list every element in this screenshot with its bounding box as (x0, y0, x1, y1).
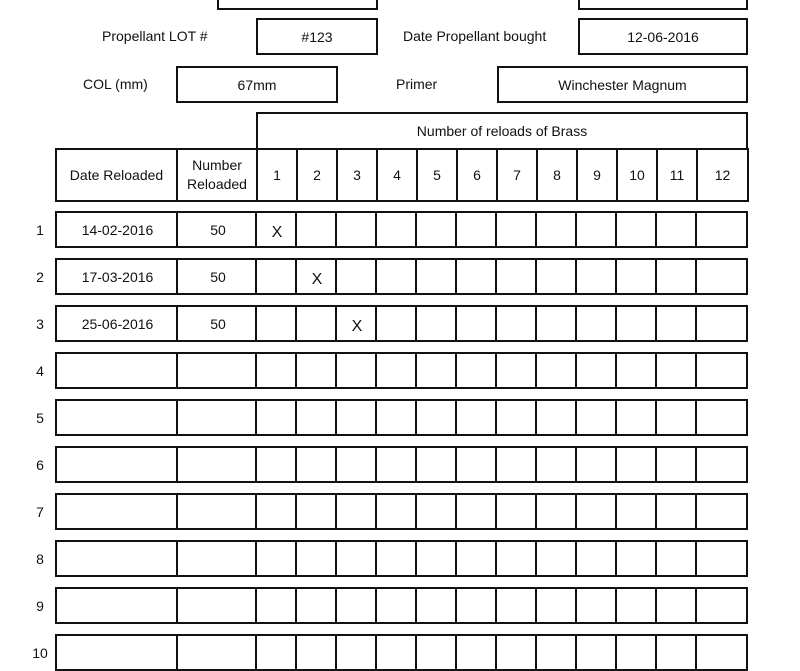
row-number: 6 (36, 457, 44, 473)
reload-cell-2[interactable] (295, 495, 337, 528)
reload-cell-5[interactable] (415, 542, 457, 575)
reload-cell-2[interactable] (295, 401, 337, 434)
reload-cell-1[interactable] (255, 213, 297, 246)
reload-cell-1[interactable] (255, 401, 297, 434)
reload-cell-8[interactable] (535, 354, 577, 387)
reload-cell-10[interactable] (615, 636, 657, 669)
reload-cell-12[interactable] (695, 213, 745, 246)
date-reloaded-cell[interactable]: 17-03-2016 (81, 268, 154, 285)
reload-cell-12[interactable] (695, 307, 745, 340)
reload-cell-3[interactable] (335, 260, 377, 293)
reload-cell-5[interactable] (415, 401, 457, 434)
number-reloaded-cell[interactable] (176, 495, 258, 528)
reload-cell-7[interactable] (495, 260, 537, 293)
reload-mark: X (311, 270, 323, 288)
reload-mark: X (271, 223, 283, 241)
reload-cell-2[interactable] (295, 636, 337, 669)
number-reloaded-cell[interactable] (176, 636, 258, 669)
reload-cell-1[interactable] (255, 307, 297, 340)
reload-cell-10[interactable] (615, 213, 657, 246)
top-field-box-left[interactable] (217, 0, 378, 10)
reload-number-header-5: 5 (416, 148, 458, 202)
reload-cell-12[interactable] (695, 354, 745, 387)
reload-cell-9[interactable] (575, 636, 617, 669)
number-reloaded-cell[interactable] (176, 589, 258, 622)
reload-cell-3[interactable] (335, 307, 377, 340)
row-number: 10 (32, 645, 48, 661)
reload-cell-1[interactable] (255, 495, 297, 528)
reload-cell-7[interactable] (495, 542, 537, 575)
reload-cell-1[interactable] (255, 260, 297, 293)
reload-cell-7[interactable] (495, 636, 537, 669)
reload-cell-2[interactable] (295, 448, 337, 481)
reload-cell-4[interactable] (375, 636, 417, 669)
number-reloaded-cell[interactable] (176, 354, 258, 387)
reload-cell-4[interactable] (375, 213, 417, 246)
reload-cell-3[interactable] (335, 636, 377, 669)
table-row (55, 540, 748, 577)
reload-cell-3[interactable] (335, 542, 377, 575)
reload-cell-3[interactable] (335, 213, 377, 246)
date-reloaded-cell[interactable] (57, 448, 178, 481)
table-row (55, 352, 748, 389)
reload-cell-11[interactable] (655, 307, 697, 340)
reload-cell-2[interactable] (295, 589, 337, 622)
reload-cell-10[interactable] (615, 589, 657, 622)
reload-cell-7[interactable] (495, 495, 537, 528)
date-reloaded-header: Date Reloaded (55, 148, 178, 202)
reload-cell-7[interactable] (495, 307, 537, 340)
date-reloaded-cell[interactable] (57, 589, 178, 622)
reload-number-header-11: 11 (656, 148, 698, 202)
reload-cell-9[interactable] (575, 542, 617, 575)
reload-number-header-3: 3 (336, 148, 378, 202)
reload-cell-12[interactable] (695, 542, 745, 575)
reload-cell-11[interactable] (655, 401, 697, 434)
reload-number-header-4: 4 (376, 148, 418, 202)
reload-cell-4[interactable] (375, 589, 417, 622)
reload-cell-2[interactable] (295, 260, 337, 293)
row-number: 2 (36, 269, 44, 285)
reload-cell-3[interactable] (335, 354, 377, 387)
reload-cell-12[interactable] (695, 636, 745, 669)
row-number: 7 (36, 504, 44, 520)
number-reloaded-cell[interactable] (176, 542, 258, 575)
reload-cell-3[interactable] (335, 448, 377, 481)
reload-cell-8[interactable] (535, 495, 577, 528)
reload-cell-5[interactable] (415, 589, 457, 622)
reload-cell-6[interactable] (455, 589, 497, 622)
reload-cell-10[interactable] (615, 495, 657, 528)
primer-field[interactable]: Winchester Magnum (497, 66, 748, 103)
reload-cell-8[interactable] (535, 542, 577, 575)
reload-cell-6[interactable] (455, 260, 497, 293)
row-number: 4 (36, 363, 44, 379)
reload-cell-8[interactable] (535, 307, 577, 340)
number-reloaded-cell[interactable]: 50 (176, 307, 258, 340)
reload-cell-4[interactable] (375, 401, 417, 434)
reload-cell-2[interactable] (295, 213, 337, 246)
table-row (55, 305, 748, 342)
reload-cell-2[interactable] (295, 307, 337, 340)
number-reloaded-header: Number Reloaded (176, 148, 258, 202)
reload-cell-8[interactable] (535, 448, 577, 481)
date-reloaded-cell[interactable]: 25-06-2016 (81, 315, 154, 332)
reload-cell-7[interactable] (495, 448, 537, 481)
reload-number-header-1: 1 (256, 148, 298, 202)
reload-cell-2[interactable] (295, 542, 337, 575)
date-reloaded-cell[interactable] (57, 542, 178, 575)
reload-cell-3[interactable] (335, 401, 377, 434)
reload-number-header-10: 10 (616, 148, 658, 202)
reload-cell-8[interactable] (535, 401, 577, 434)
reload-cell-1[interactable] (255, 542, 297, 575)
table-row (55, 399, 748, 436)
reload-cell-9[interactable] (575, 260, 617, 293)
date-reloaded-cell[interactable]: 14-02-2016 (81, 221, 154, 238)
reload-number-header-7: 7 (496, 148, 538, 202)
top-field-box-right[interactable] (578, 0, 748, 10)
table-row (55, 493, 748, 530)
reload-cell-8[interactable] (535, 589, 577, 622)
reload-cell-1[interactable] (255, 589, 297, 622)
reload-cell-7[interactable] (495, 589, 537, 622)
reload-cell-1[interactable] (255, 448, 297, 481)
reload-cell-9[interactable] (575, 589, 617, 622)
reload-cell-1[interactable] (255, 354, 297, 387)
reload-cell-8[interactable] (535, 213, 577, 246)
reload-cell-11[interactable] (655, 542, 697, 575)
reload-cell-11[interactable] (655, 448, 697, 481)
reload-number-header-6: 6 (456, 148, 498, 202)
reload-cell-6[interactable] (455, 307, 497, 340)
reload-cell-5[interactable] (415, 354, 457, 387)
reload-cell-5[interactable] (415, 307, 457, 340)
reload-cell-6[interactable] (455, 636, 497, 669)
reload-number-header-8: 8 (536, 148, 578, 202)
table-row (55, 211, 748, 248)
reload-cell-12[interactable] (695, 260, 745, 293)
reload-cell-2[interactable] (295, 354, 337, 387)
reload-cell-6[interactable] (455, 542, 497, 575)
table-row (55, 634, 748, 671)
reload-cell-11[interactable] (655, 213, 697, 246)
row-number: 3 (36, 316, 44, 332)
reload-cell-11[interactable] (655, 636, 697, 669)
reloads-group-header: Number of reloads of Brass (256, 112, 748, 150)
reload-cell-7[interactable] (495, 213, 537, 246)
reload-cell-7[interactable] (495, 354, 537, 387)
propellant-lot-label: Propellant LOT # (102, 28, 208, 44)
reload-cell-3[interactable] (335, 589, 377, 622)
date-reloaded-cell[interactable] (57, 495, 178, 528)
reload-cell-6[interactable] (455, 448, 497, 481)
reload-number-header-9: 9 (576, 148, 618, 202)
reload-cell-6[interactable] (455, 213, 497, 246)
reload-cell-4[interactable] (375, 542, 417, 575)
reload-cell-5[interactable] (415, 448, 457, 481)
date-reloaded-cell[interactable] (57, 354, 178, 387)
reload-cell-4[interactable] (375, 354, 417, 387)
reload-cell-10[interactable] (615, 448, 657, 481)
reload-number-header-2: 2 (296, 148, 338, 202)
reload-cell-9[interactable] (575, 448, 617, 481)
reload-cell-10[interactable] (615, 307, 657, 340)
reload-cell-10[interactable] (615, 401, 657, 434)
reload-cell-6[interactable] (455, 354, 497, 387)
reload-cell-12[interactable] (695, 448, 745, 481)
reload-cell-8[interactable] (535, 260, 577, 293)
reload-cell-5[interactable] (415, 495, 457, 528)
reload-cell-9[interactable] (575, 495, 617, 528)
reload-cell-12[interactable] (695, 589, 745, 622)
reload-cell-11[interactable] (655, 354, 697, 387)
date-reloaded-cell[interactable] (57, 636, 178, 669)
date-propellant-bought-field[interactable]: 12-06-2016 (578, 18, 748, 55)
row-number: 1 (36, 222, 44, 238)
number-reloaded-cell[interactable]: 50 (176, 213, 258, 246)
reload-cell-10[interactable] (615, 260, 657, 293)
col-label: COL (mm) (83, 76, 148, 92)
reload-mark: X (351, 317, 363, 335)
date-reloaded-cell[interactable] (57, 401, 178, 434)
row-number: 5 (36, 410, 44, 426)
reload-cell-12[interactable] (695, 495, 745, 528)
reload-cell-7[interactable] (495, 401, 537, 434)
reload-cell-4[interactable] (375, 260, 417, 293)
reload-cell-9[interactable] (575, 401, 617, 434)
reload-cell-9[interactable] (575, 307, 617, 340)
reload-cell-6[interactable] (455, 495, 497, 528)
row-number: 8 (36, 551, 44, 567)
reload-cell-5[interactable] (415, 213, 457, 246)
propellant-lot-field[interactable]: #123 (256, 18, 378, 55)
row-number: 9 (36, 598, 44, 614)
table-row (55, 587, 748, 624)
reload-cell-6[interactable] (455, 401, 497, 434)
reload-cell-4[interactable] (375, 448, 417, 481)
number-reloaded-cell[interactable] (176, 448, 258, 481)
reload-cell-9[interactable] (575, 354, 617, 387)
reload-cell-12[interactable] (695, 401, 745, 434)
primer-label: Primer (396, 76, 438, 92)
number-reloaded-cell[interactable]: 50 (176, 260, 258, 293)
reload-cell-9[interactable] (575, 213, 617, 246)
reload-cell-11[interactable] (655, 260, 697, 293)
col-field[interactable]: 67mm (176, 66, 338, 103)
reload-cell-5[interactable] (415, 636, 457, 669)
reload-cell-4[interactable] (375, 495, 417, 528)
date-propellant-bought-label: Date Propellant bought (403, 28, 547, 44)
reload-cell-1[interactable] (255, 636, 297, 669)
reload-cell-10[interactable] (615, 354, 657, 387)
reload-cell-11[interactable] (655, 589, 697, 622)
reload-cell-5[interactable] (415, 260, 457, 293)
reload-cell-3[interactable] (335, 495, 377, 528)
table-row (55, 446, 748, 483)
table-row (55, 258, 748, 295)
reload-cell-10[interactable] (615, 542, 657, 575)
reload-cell-8[interactable] (535, 636, 577, 669)
number-reloaded-cell[interactable] (176, 401, 258, 434)
reload-cell-4[interactable] (375, 307, 417, 340)
reload-cell-11[interactable] (655, 495, 697, 528)
reload-number-header-12: 12 (696, 148, 749, 202)
